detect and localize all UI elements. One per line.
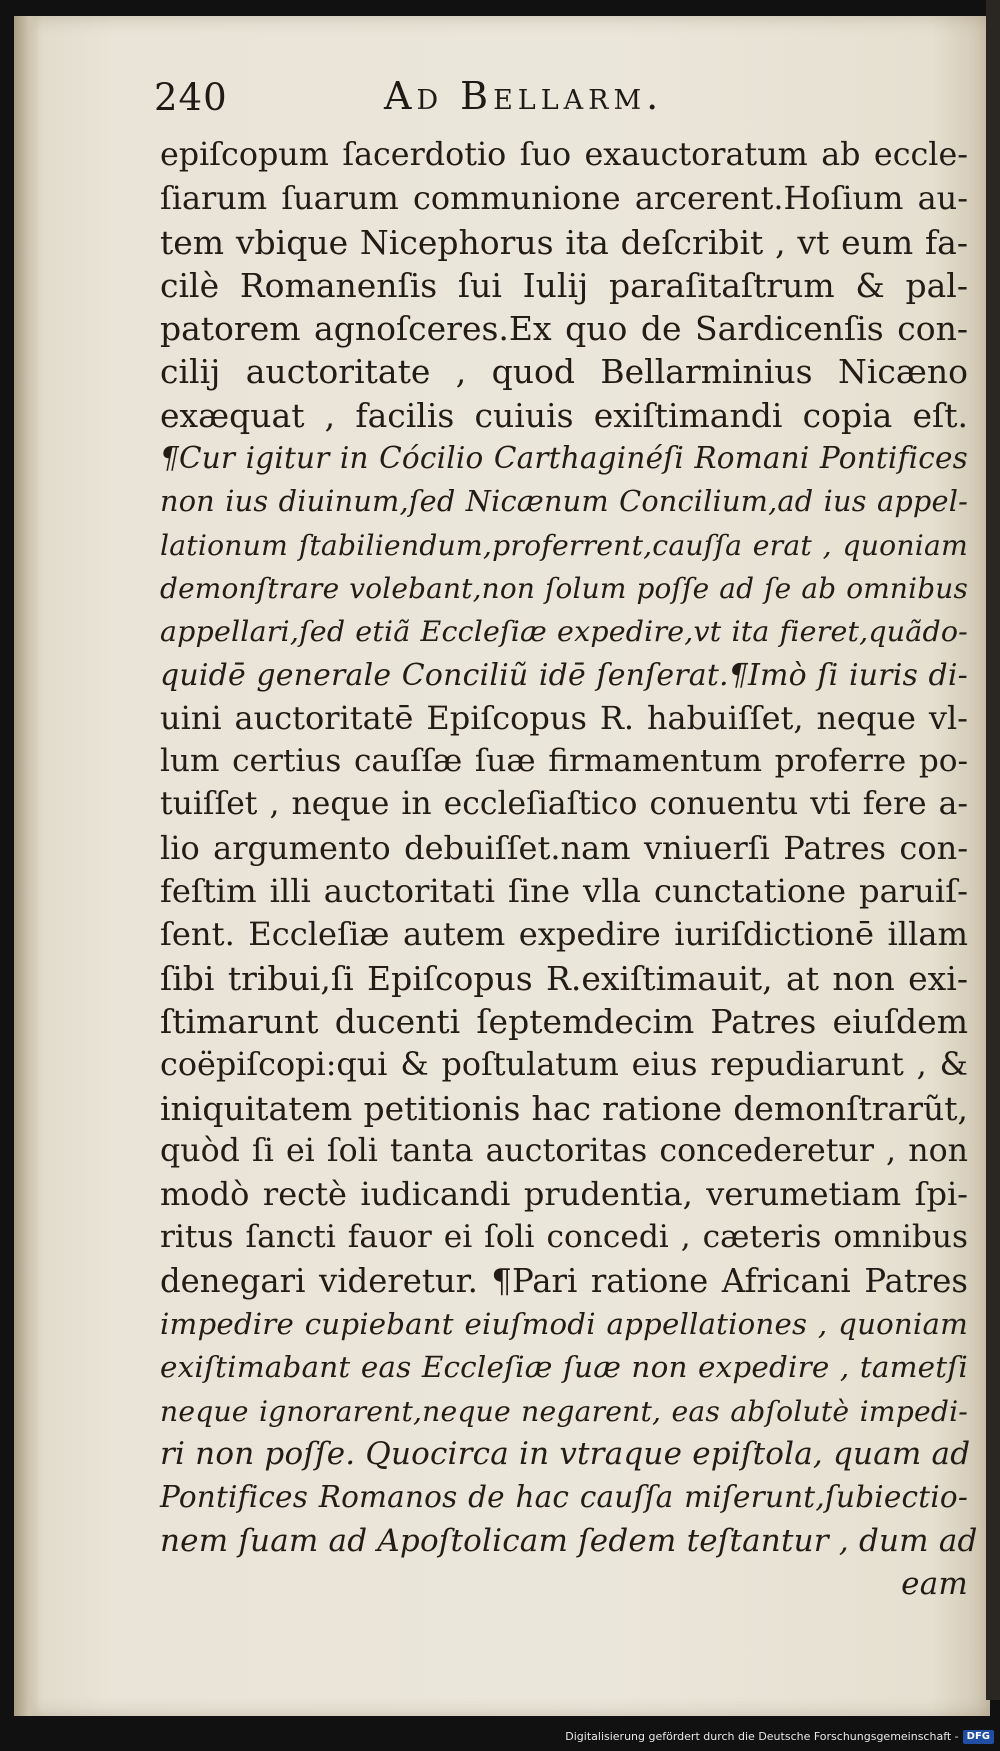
text-line: modò rectè iudicandi prudentia, verumetiam ſpi- — [160, 1175, 968, 1214]
text-line: tem vbique Nicephorus ita deſcribit , vt eum fa- — [160, 222, 968, 262]
text-line: cilij auctoritate , quod Bellarminius Nicæno — [160, 352, 968, 392]
text-line: ſibi tribui,ſi Epiſcopus R.exiſtimauit, at non exi- — [160, 958, 968, 998]
text-line: lum certius cauſſæ ſuæ firmamentum proferre po- — [160, 743, 968, 780]
text-line: ſiarum ſuarum communione arcerent.Hoſium au- — [160, 179, 968, 218]
text-line: quòd ſi ei ſoli tanta auctoritas concederetur , non — [160, 1132, 968, 1169]
text-line: tuiſſet , neque in eccleſiaſtico conuentu vti fere a- — [160, 786, 968, 823]
text-line: demonſtrare volebant,non ſolum poſſe ad ſe ab omnibus — [160, 571, 968, 605]
text-line: coëpiſcopi:qui & poſtulatum eius repudiarunt , & — [160, 1045, 968, 1084]
text-line: lio argumento debuiſſet.nam vniuerſi Patres con- — [160, 828, 968, 867]
scan-border-right — [986, 0, 1000, 1700]
text-line: neque ignorarent,neque negarent, eas abſolutè impedi- — [160, 1394, 968, 1428]
text-line: non ius diuinum,ſed Nicænum Concilium,ad ius appel- — [160, 484, 968, 519]
text-line: ſtimarunt ducenti ſeptemdecim Patres eiuſdem — [160, 1001, 968, 1041]
text-line: quidē generale Conciliũ idē ſenſerat.¶Imò ſi iuris di- — [160, 657, 968, 693]
text-line: feſtim illi auctoritati ſine vlla cunctatione paruiſ- — [160, 872, 968, 911]
text-line: impedire cupiebant eiuſmodi appellationes , quoniam — [160, 1307, 968, 1342]
dfg-logo: DFG — [963, 1730, 994, 1744]
body-text — [160, 134, 978, 1606]
page-number: 240 — [154, 76, 228, 119]
text-line: ſent. Eccleſiæ autem expedire iuriſdictionē illam — [160, 915, 968, 954]
running-head: Ad Bellarm. — [384, 74, 664, 118]
text-line: ritus ſancti fauor ei ſoli concedi , cæteris omnibus — [160, 1219, 968, 1256]
credit-text: Digitalisierung gefördert durch die Deutsche Forschungsgemeinschaft - — [565, 1730, 959, 1743]
text-line: epiſcopum ſacerdotio ſuo exauctoratum ab eccle- — [160, 137, 968, 173]
text-line: ¶Cur igitur in Cócilio Carthaginéſi Romani Pontifices — [160, 441, 968, 476]
book-page — [14, 16, 990, 1716]
catchword: eam — [901, 1565, 968, 1602]
text-line: cilè Romanenſis ſui Iulij paraſitaſtrum & pal- — [160, 265, 968, 305]
digitization-credit — [565, 1727, 994, 1747]
text-line: uini auctoritatē Epiſcopus R. habuiſſet, neque vl- — [160, 698, 968, 737]
text-line: lationum ſtabiliendum,proferrent,cauſſa erat , quoniam — [160, 528, 968, 562]
text-line: appellari,ſed etiã Eccleſiæ expedire,vt ita fieret,quãdo- — [160, 615, 968, 649]
page-gutter-shadow — [14, 16, 40, 1716]
text-line: ri non poſſe. Quocirca in vtraque epiſtola, quam ad — [160, 1435, 971, 1472]
text-line: patorem agnoſceres.Ex quo de Sardicenſis con- — [160, 309, 968, 349]
text-line: iniquitatem petitionis hac ratione demonſtrarũt, — [160, 1088, 968, 1128]
text-line: exæquat , facilis cuiuis exiſtimandi copia eſt. — [160, 395, 968, 435]
text-line: nem ſuam ad Apoſtolicam ſedem teſtantur , dum ad — [160, 1522, 978, 1559]
text-line: denegari videretur. ¶Pari ratione Africani Patres — [160, 1261, 968, 1300]
page-header — [154, 68, 914, 120]
text-line: Pontifices Romanos de hac cauſſa miſerunt,ſubiectio- — [160, 1480, 968, 1515]
text-line: exiſtimabant eas Eccleſiæ ſuæ non expedire , tametſi — [160, 1350, 968, 1385]
